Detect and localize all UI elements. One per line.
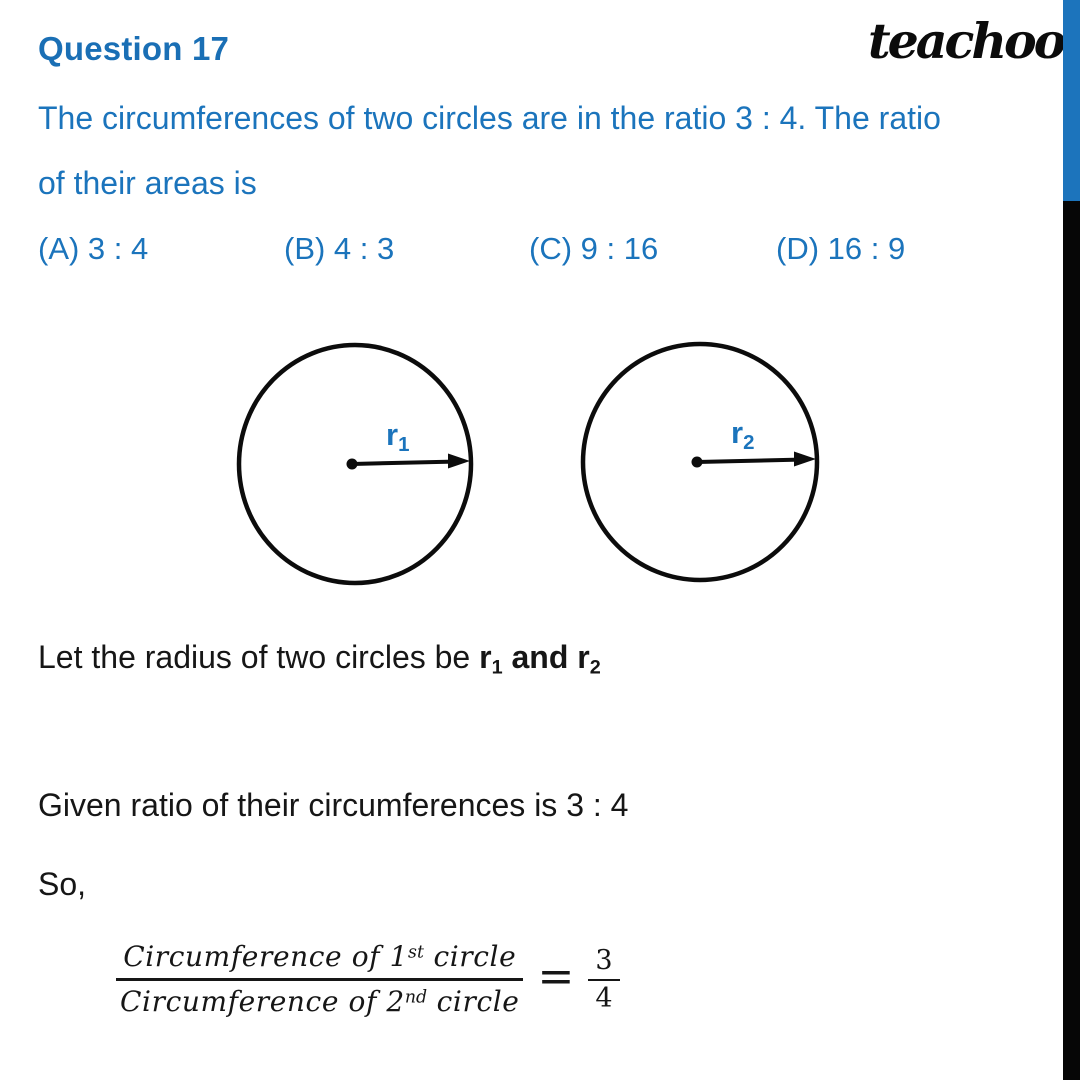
- radius-arrow-2: [697, 460, 799, 462]
- r2-symbol: r: [577, 639, 590, 675]
- let-radius-bold: [479, 639, 601, 679]
- lhs-numerator-ordinal: st: [408, 942, 424, 963]
- lhs-denominator-ordinal: nd: [404, 987, 428, 1008]
- lhs-numerator-text: Circumference of 1: [123, 940, 409, 973]
- lhs-numerator-tail: circle: [423, 940, 517, 973]
- r2-symbol-subscript: 2: [589, 656, 601, 679]
- r1-symbol: r: [479, 639, 492, 675]
- radius-1-label: [386, 417, 409, 457]
- and-text: and: [502, 639, 578, 675]
- lhs-fraction: [116, 940, 523, 1018]
- radius-1-base: r: [386, 417, 399, 452]
- radius-2-subscript: 2: [743, 431, 755, 455]
- question-text-line-2: of their areas is: [38, 165, 257, 201]
- rhs-fraction: [588, 945, 619, 1014]
- radius-arrow-1: [352, 462, 453, 464]
- circle-2-center-dot: [692, 457, 703, 468]
- let-radius-prefix: Let the radius of two circles be: [38, 639, 480, 675]
- lhs-numerator: [119, 940, 520, 978]
- radius-arrow-2-head: [794, 452, 816, 467]
- circumference-ratio-equation: [116, 940, 620, 1018]
- lhs-denominator-tail: circle: [427, 985, 520, 1018]
- radius-2-label: [731, 415, 754, 455]
- edge-bar-black-segment: [1063, 201, 1080, 1080]
- edge-accent-bar: [1063, 0, 1080, 1080]
- so-line: So,: [38, 866, 87, 902]
- circle-1: [239, 345, 471, 583]
- circle-2: [583, 344, 817, 580]
- option-c: (C) 9 : 16: [529, 231, 659, 266]
- lhs-denominator-text: Circumference of 2: [120, 985, 405, 1018]
- option-b: (B) 4 : 3: [284, 231, 395, 266]
- rhs-numerator: 3: [595, 944, 613, 976]
- question-text-line-1: The circumferences of two circles are in the ratio 3 : 4. The ratio: [38, 100, 941, 136]
- radius-arrow-1-head: [448, 454, 470, 469]
- circle-1-center-dot: [347, 459, 358, 470]
- let-radius-line: [38, 639, 601, 680]
- radius-2-base: r: [731, 415, 744, 450]
- question-title: Question 17: [38, 30, 230, 67]
- option-d: (D) 16 : 9: [776, 231, 906, 266]
- rhs-denominator: 4: [595, 982, 613, 1014]
- given-ratio-line: Given ratio of their circumferences is 3 : 4: [38, 787, 629, 823]
- r1-symbol-subscript: 1: [491, 656, 503, 679]
- edge-bar-blue-segment: [1063, 0, 1080, 201]
- equals-sign: =: [537, 950, 575, 1002]
- lhs-denominator: [116, 981, 523, 1018]
- radius-1-subscript: 1: [398, 433, 410, 457]
- teachoo-logo: teachoo: [868, 12, 1064, 70]
- option-a: (A) 3 : 4: [38, 231, 149, 266]
